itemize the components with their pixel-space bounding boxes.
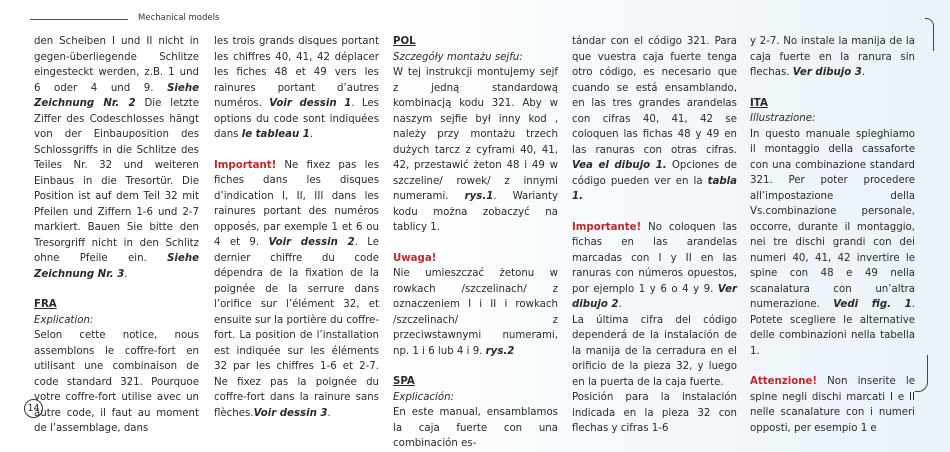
language-heading-fra: FRA	[34, 299, 57, 310]
section-subtitle: Explicación:	[393, 391, 454, 403]
table-reference: tabla 1.	[572, 175, 737, 202]
header-rule	[30, 19, 128, 20]
figure-reference: Siehe Zeichnung Nr. 2	[34, 82, 199, 109]
figure-reference: rys.1	[464, 191, 494, 202]
figure-reference: Vedi fig. 1	[833, 299, 912, 310]
section-subtitle: Explication:	[34, 314, 94, 326]
warning-label: Importante!	[572, 221, 642, 233]
corner-decoration-top	[925, 18, 934, 51]
figure-reference: Vea el dibujo 1.	[572, 160, 667, 171]
warning-label: Important!	[214, 159, 277, 171]
figure-reference: rys.2	[485, 345, 515, 357]
figure-reference: Voir dessin 1	[269, 98, 352, 109]
polish-warning-paragraph: Nie umieszczać żetonu w rowkach /szczelinach/ z oznaczeniem I i II i rowkach /szczelinach/ z przeciwstawnymi numerami, np. 1 i 6 lub 4 i 9. rys.2	[393, 268, 558, 357]
column-spanish-italian	[750, 34, 915, 436]
spanish-paragraph: tándar con el código 321. Para que vuestra caja fuerte tenga otro código, es necesario que cuando se está ensamblando, en las tres grandes arandelas con cifras 40, 41, 42 se coloquen las fichas 48 y 49 en las ranuras con otras cifras. Vea el dibujo 1. Opciones de código pueden ver en la tabla 1.	[572, 36, 737, 202]
column-german-french	[34, 34, 199, 437]
spanish-paragraph: y 2-7. No instale la manija de la caja fuerte en la ranura sin flechas. Ver dibujo 3.	[750, 36, 915, 78]
column-spanish	[572, 34, 737, 437]
language-heading-pol: POL	[393, 36, 416, 47]
figure-reference: Voir dessin 3	[253, 407, 328, 419]
spanish-paragraph: La última cifra del código dependerá de la instalación de la manija de la cerradura en el orificio de la pieza 32, y luego en la puerta de la caja fuerte.	[572, 314, 737, 388]
language-heading-ita: ITA	[750, 97, 768, 109]
italian-warning-paragraph: Attenzione! Non inserite le spine negli dischi marcati I e II nelle scanalature con i numeri opposti, per esempio 1 e	[750, 376, 915, 434]
corner-decoration-bottom	[915, 355, 928, 392]
section-subtitle: Szczegóły montażu sejfu:	[393, 51, 523, 63]
spanish-warning-paragraph: Importante! No coloquen las fichas en las arandelas marcadas con I y II en las ranuras con números opuestos, por ejemplo 1 y 6 o 4 y 9. Ver dibujo 2.	[572, 221, 737, 310]
header-title: Mechanical models	[138, 13, 220, 23]
table-reference: le tableau 1	[241, 129, 310, 140]
column-french	[214, 34, 379, 421]
figure-reference: Voir dessin 2	[268, 237, 355, 248]
italian-paragraph: In questo manuale spieghiamo il montaggio della cassaforte con una combinazione standard 321. Per poter procedere all’impostazione della Vs.combinazione personale, occorre, durante il montaggio, nei tre dischi grandi con dei numeri 40, 41, 42 invertire le spine con 48 e 49 nella scanalatura con un’altra numerazione. Vedi fig. 1. Potete scegliere le alternative delle combinazioni nella tabella 1.	[750, 128, 915, 357]
warning-label: Uwaga!	[393, 252, 437, 264]
spanish-paragraph: Posición para la instalación indicada en la pieza 32 con flechas y cifras 1-6	[572, 392, 737, 434]
french-warning-paragraph: Important! Ne fixez pas les fiches dans les disques d’indication I, II, III dans les rainures portant des numéros opposés, par exemple 1 et 6 ou 4 et 9. Voir dessin 2. Le dernier chiffre du code dépendra de la fixation de la poignée de la serrure dans l’orifice sur l’élément 32, et ensuite sur la portière du coffre-fort. La position de l’installation est indiquée sur les éléments 32 par les chiffres 1-6 et 2-7. Ne fixez pas la poignée du coffre-fort dans la rainure sans flèches.Voir dessin 3.	[214, 159, 379, 419]
german-paragraph: den Scheiben I und II nicht in gegen-überliegende Schlitze eingesteckt werden, z.B. 1 und 6 oder 4 und 9. Siehe Zeichnung Nr. 2 Die letzte Ziffer des Codeschlosses hängt von der Einbauposition des Schlossgriffs in die Schlitze des Teiles Nr. 32 und weiteren Einbaus in die Tresortür. Die Position ist auf dem Teil 32 mit Pfeilen und Ziffern 1-6 und 2-7 markiert. Bauen Sie bitte den Tresorgriff nicht in den Schlitz ohne Pfeile ein. Siehe Zeichnung Nr. 3.	[34, 36, 199, 280]
warning-label: Attenzione!	[750, 376, 818, 387]
spanish-paragraph: En este manual, ensamblamos la caja fuerte con una combinación es-	[393, 407, 558, 449]
section-subtitle: Illustrazione:	[750, 113, 816, 124]
figure-reference: Ver dibujo 3	[792, 67, 862, 78]
polish-paragraph: W tej instrukcji montujemy sejf z jedną standardową kombinacją kodu 321. Aby w naszym sejfie był inny kod , należy przy montażu trzech dużych tarcz z cyframi 40, 41, 42, przestawić żeton 48 i 49 w szczeline/ rowek/ z innymi numerami. rys.1. Warianty kodu można zobaczyć na tablicy 1.	[393, 67, 558, 233]
figure-reference: Ver dibujo 2	[572, 283, 737, 310]
figure-reference: Siehe Zeichnung Nr. 3	[34, 253, 199, 280]
french-paragraph: les trois grands disques portant les chiffres 40, 41, 42 déplacer les fiches 48 et 49 vers les rainures portant d’autres numéros. Voir dessin 1. Les options du code sont indiquées dans le tableau 1.	[214, 36, 379, 140]
language-heading-spa: SPA	[393, 376, 415, 387]
column-polish-spanish	[393, 34, 558, 452]
french-paragraph: Selon cette notice, nous assemblons le coffre-fort en utilisant une combinaison de code standard 321. Pourquoe votre coffre-fort utilise avec un autre code, il faut au moment de l’assemblage, dans	[34, 330, 199, 434]
page-number: 14	[24, 399, 43, 418]
